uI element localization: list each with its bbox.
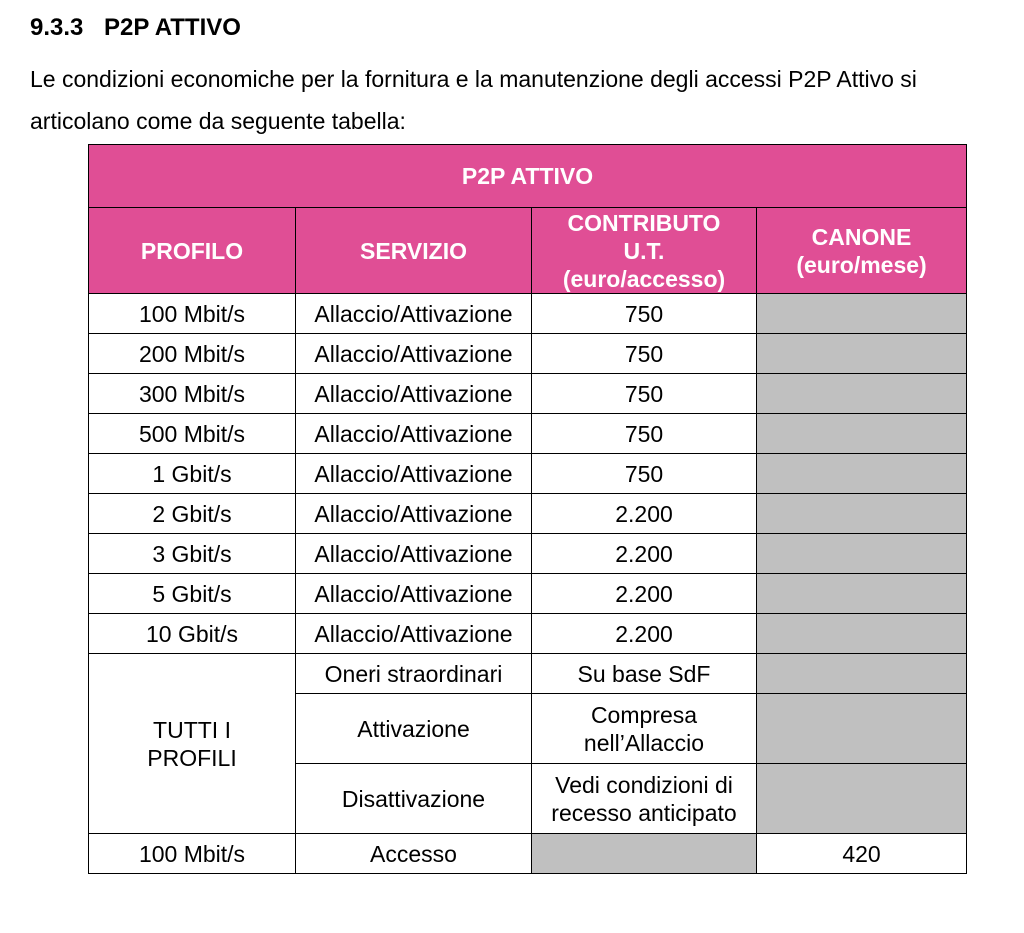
cell-canone: 420 <box>757 834 967 874</box>
cell-profilo: 200 Mbit/s <box>89 334 296 374</box>
table-title: P2P ATTIVO <box>89 145 967 208</box>
section-title: P2P ATTIVO <box>104 14 241 41</box>
intro-paragraph: Le condizioni economiche per la fornitura e la manutenzione degli accessi P2P Attivo si articolano come da seguente tabella: <box>30 66 917 134</box>
table-row <box>89 574 967 614</box>
cell-profilo: 500 Mbit/s <box>89 414 296 454</box>
cell-servizio: Oneri straordinari <box>296 654 532 694</box>
cell-servizio: Allaccio/Attivazione <box>296 494 532 534</box>
table-row <box>89 494 967 534</box>
cell-profilo: 1 Gbit/s <box>89 454 296 494</box>
cell-canone-empty <box>757 414 967 454</box>
header-contributo-line2: U.T. <box>623 237 665 264</box>
cell-contributo: 2.200 <box>532 614 757 654</box>
header-contributo <box>532 208 757 294</box>
table-row <box>89 294 967 334</box>
cell-profilo: 100 Mbit/s <box>89 294 296 334</box>
contributo-line1: Vedi condizioni di <box>555 771 733 798</box>
table-row-oneri <box>89 654 967 694</box>
cell-contributo: 2.200 <box>532 534 757 574</box>
contributo-line2: nell’Allaccio <box>583 729 705 756</box>
contributo-line2: recesso anticipato <box>551 799 737 826</box>
cell-servizio: Accesso <box>296 834 532 874</box>
table-title-row <box>89 145 967 208</box>
cell-canone-empty <box>757 574 967 614</box>
cell-servizio: Attivazione <box>296 694 532 764</box>
section-number: 9.3.3 <box>30 14 84 41</box>
cell-profilo: 10 Gbit/s <box>89 614 296 654</box>
cell-canone-empty <box>757 764 967 834</box>
header-contributo-line1: CONTRIBUTO <box>567 209 721 236</box>
cell-contributo: 750 <box>532 414 757 454</box>
cell-servizio: Allaccio/Attivazione <box>296 294 532 334</box>
cell-contributo <box>532 694 757 764</box>
table-row <box>89 614 967 654</box>
cell-contributo: 750 <box>532 454 757 494</box>
table-header-row <box>89 208 967 294</box>
header-profilo: PROFILO <box>89 208 296 294</box>
all-profiles-line2: PROFILI <box>147 744 237 771</box>
table-row <box>89 534 967 574</box>
cell-canone-empty <box>757 454 967 494</box>
cell-servizio: Allaccio/Attivazione <box>296 534 532 574</box>
cell-all-profiles <box>89 654 296 834</box>
cell-canone-empty <box>757 534 967 574</box>
cell-servizio: Allaccio/Attivazione <box>296 374 532 414</box>
pricing-table <box>88 144 967 874</box>
cell-contributo: 2.200 <box>532 494 757 534</box>
cell-profilo: 5 Gbit/s <box>89 574 296 614</box>
cell-contributo: 750 <box>532 294 757 334</box>
table-row <box>89 454 967 494</box>
cell-servizio: Allaccio/Attivazione <box>296 614 532 654</box>
table-row <box>89 374 967 414</box>
cell-servizio: Allaccio/Attivazione <box>296 574 532 614</box>
table-row <box>89 414 967 454</box>
cell-contributo: 2.200 <box>532 574 757 614</box>
table-row-access <box>89 834 967 874</box>
all-profiles-line1: TUTTI I <box>153 716 231 743</box>
cell-contributo: Su base SdF <box>532 654 757 694</box>
section-heading <box>30 14 241 42</box>
cell-profilo: 2 Gbit/s <box>89 494 296 534</box>
cell-contributo <box>532 764 757 834</box>
cell-contributo-empty <box>532 834 757 874</box>
header-servizio: SERVIZIO <box>296 208 532 294</box>
header-contributo-line3: (euro/accesso) <box>562 265 726 292</box>
cell-contributo: 750 <box>532 334 757 374</box>
cell-contributo: 750 <box>532 374 757 414</box>
cell-servizio: Disattivazione <box>296 764 532 834</box>
header-canone-line2: (euro/mese) <box>796 251 927 278</box>
cell-profilo: 100 Mbit/s <box>89 834 296 874</box>
cell-canone-empty <box>757 494 967 534</box>
cell-profilo: 300 Mbit/s <box>89 374 296 414</box>
cell-servizio: Allaccio/Attivazione <box>296 334 532 374</box>
header-canone-line1: CANONE <box>811 223 912 250</box>
cell-canone-empty <box>757 654 967 694</box>
header-canone <box>757 208 967 294</box>
cell-canone-empty <box>757 374 967 414</box>
contributo-line1: Compresa <box>590 701 698 728</box>
table-row <box>89 334 967 374</box>
cell-canone-empty <box>757 294 967 334</box>
cell-servizio: Allaccio/Attivazione <box>296 414 532 454</box>
cell-servizio: Allaccio/Attivazione <box>296 454 532 494</box>
cell-canone-empty <box>757 614 967 654</box>
cell-canone-empty <box>757 694 967 764</box>
cell-profilo: 3 Gbit/s <box>89 534 296 574</box>
cell-canone-empty <box>757 334 967 374</box>
